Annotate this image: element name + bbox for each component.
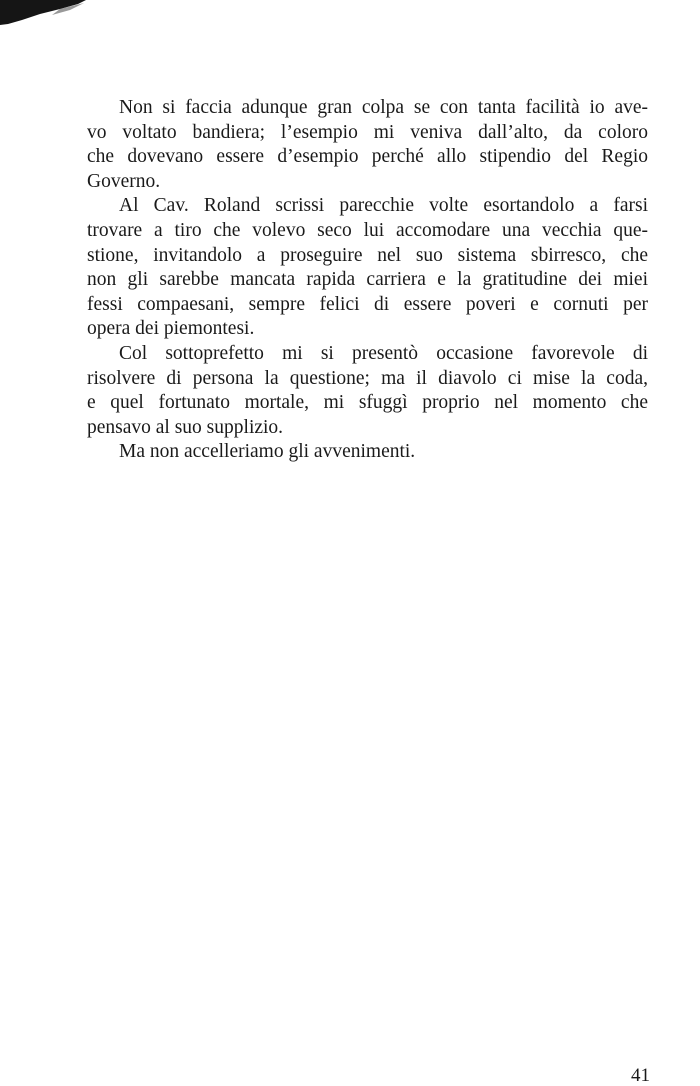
text-line: opera dei piemontesi. <box>87 318 255 340</box>
body-text <box>87 96 648 465</box>
text-line: Non si faccia adunque gran colpa se con tanta facilità io ave- <box>119 97 648 118</box>
text-line: che dovevano essere d’esempio perché allo stipendio del Regio <box>87 146 648 168</box>
text-line: Al Cav. Roland scrissi parecchie volte esortandolo a farsi <box>119 195 648 217</box>
paragraph <box>87 96 648 194</box>
text-line: pensavo al suo supplizio. <box>87 416 284 438</box>
text-line: fessi compaesani, sempre felici di essere poveri e cornuti per <box>87 293 648 315</box>
text-line: trovare a tiro che volevo seco lui accomodare una vecchia que- <box>87 219 648 241</box>
page-number: 41 <box>631 1065 650 1086</box>
scan-edge-mark <box>0 0 90 26</box>
text-line: Governo. <box>87 170 161 192</box>
text-line: vo voltato bandiera; l’esempio mi veniva dall’alto, da coloro <box>87 121 648 143</box>
paragraph <box>87 194 648 342</box>
text-line: risolvere di persona la questione; ma il diavolo ci mise la coda, <box>87 367 648 389</box>
text-line: stione, invitandolo a proseguire nel suo sistema sbirresco, che <box>87 244 648 266</box>
paragraph <box>87 342 648 440</box>
text-line: Ma non accelleriamo gli avvenimenti. <box>119 441 416 463</box>
text-line: Col sottoprefetto mi si presentò occasione favorevole di <box>119 342 648 364</box>
text-line: e quel fortunato mortale, mi sfuggì proprio nel momento che <box>87 392 648 414</box>
paragraph <box>87 440 648 465</box>
text-line: non gli sarebbe mancata rapida carriera e la gratitudine dei miei <box>87 269 648 291</box>
